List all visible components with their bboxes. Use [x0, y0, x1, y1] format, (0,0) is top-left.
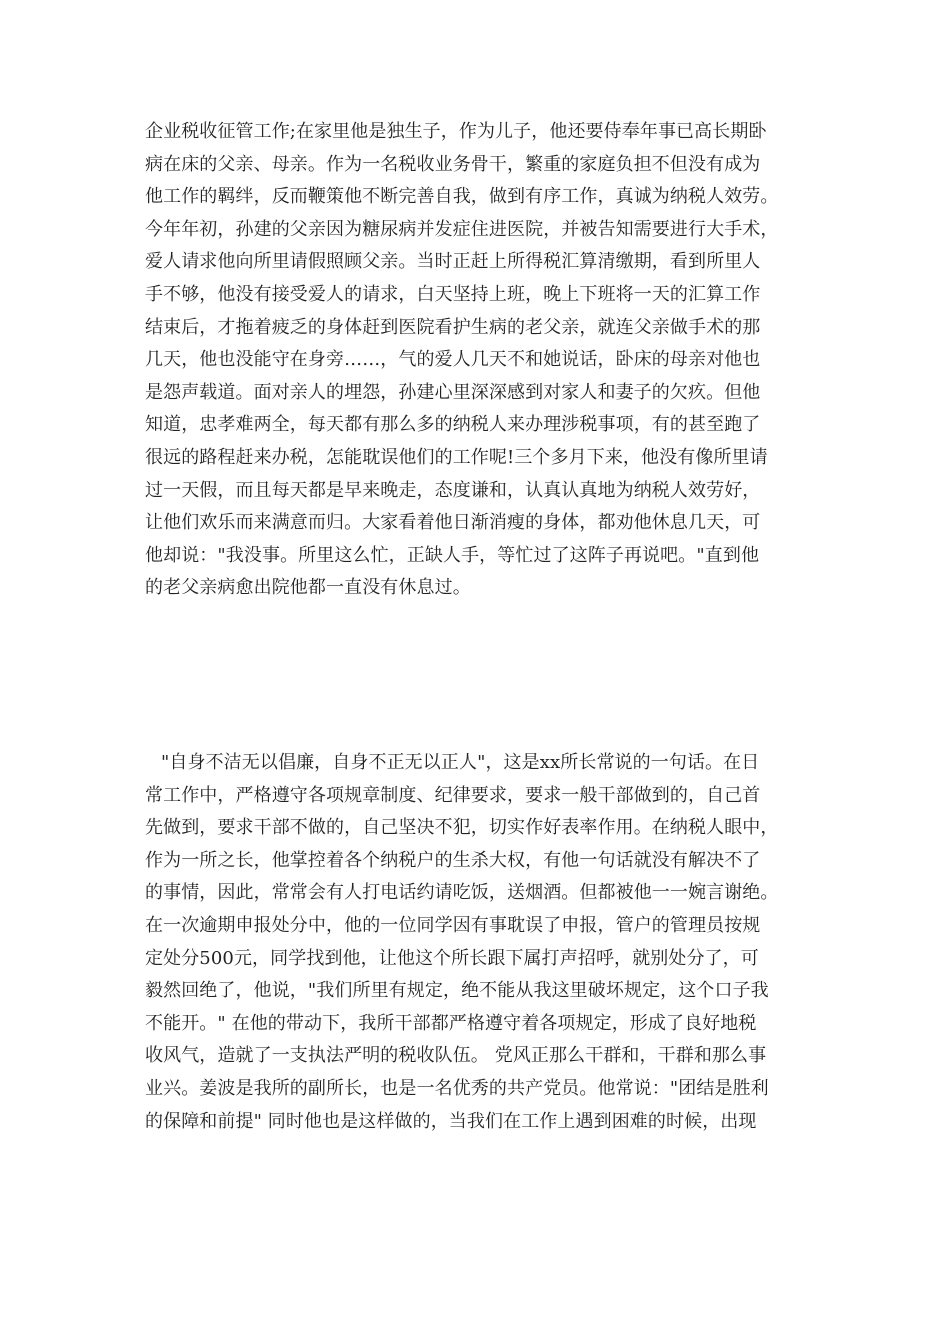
- text-line: 他工作的羁绊，反而鞭策他不断完善自我，做到有序工作，真诚为纳税人效劳。: [145, 186, 779, 208]
- text-line: 在一次逾期申报处分中，他的一位同学因有事耽误了申报，管户的管理员按规: [145, 914, 761, 936]
- text-line: 常工作中，严格遵守各项规章制度、纪律要求，要求一般干部做到的，自己首: [145, 784, 761, 806]
- paragraph-2: [145, 747, 811, 1138]
- text-line: "自身不洁无以倡廉，自身不正无以正人"，这是xx所长常说的一句话。在日: [161, 752, 760, 773]
- text-line: 病在床的父亲、母亲。作为一名税收业务骨干，繁重的家庭负担不但没有成为: [145, 153, 761, 175]
- text-line: 收风气，造就了一支执法严明的税收队伍。 党风正那么干群和，干群和那么事: [145, 1045, 767, 1067]
- text-line: 的事情，因此，常常会有人打电话约请吃饭，送烟酒。但都被他一一婉言谢绝。: [145, 882, 779, 904]
- text-line: 今年年初，孙建的父亲因为糖尿病并发症住进医院，并被告知需要进行大手术，: [145, 218, 779, 240]
- text-line: 让他们欢乐而来满意而归。大家看着他日渐消瘦的身体，都劝他休息几天，可: [145, 512, 761, 534]
- text-line: 的保障和前提" 同时他也是这样做的，当我们在工作上遇到困难的时候，出现: [145, 1110, 757, 1132]
- text-line: 结束后，才拖着疲乏的身体赶到医院看护生病的老父亲，就连父亲做手术的那: [145, 316, 761, 338]
- text-line: 知道，忠孝难两全，每天都有那么多的纳税人来办理涉税事项，有的甚至跑了: [145, 414, 761, 436]
- text-line: 的老父亲病愈出院他都一直没有休息过。: [145, 577, 471, 599]
- text-line: 几天，他也没能守在身旁……，气的爱人几天不和她说话，卧床的母亲对他也: [145, 349, 761, 371]
- text-line: 不能开。" 在他的带动下，我所干部都严格遵守着各项规定，形成了良好地税: [145, 1012, 757, 1034]
- text-line: 手不够，他没有接受爱人的请求，白天坚持上班，晚上下班将一天的汇算工作: [145, 283, 761, 305]
- text-line: 爱人请求他向所里请假照顾父亲。当时正赶上所得税汇算清缴期，看到所里人: [145, 251, 761, 273]
- text-line: 定处分500元，同学找到他，让他这个所长跟下属打声招呼，就别处分了，可: [145, 947, 759, 969]
- text-line: 过一天假，而且每天都是早来晚走，态度谦和，认真认真地为纳税人效劳好，: [145, 479, 761, 501]
- text-line: 很远的路程赶来办税，怎能耽误他们的工作呢!三个多月下来，他没有像所里请: [145, 446, 768, 468]
- text-line: 作为一所之长，他掌控着各个纳税户的生杀大权，有他一句话就没有解决不了: [145, 849, 761, 871]
- paragraph-1: [145, 116, 811, 605]
- text-line: 业兴。姜波是我所的副所长，也是一名优秀的共产党员。他常说："团结是胜利: [145, 1077, 769, 1099]
- text-line: 企业税收征管工作;在家里他是独生子，作为儿子，他还要侍奉年事已高长期卧: [145, 121, 767, 142]
- text-line: 毅然回绝了，他说，"我们所里有规定，绝不能从我这里破坏规定，这个口子我: [145, 980, 769, 1002]
- text-line: 他却说："我没事。所里这么忙，正缺人手，等忙过了这阵子再说吧。"直到他: [145, 544, 760, 566]
- text-line: 先做到，要求干部不做的，自己坚决不犯，切实作好表率作用。在纳税人眼中，: [145, 817, 779, 839]
- text-line: 是怨声载道。面对亲人的埋怨，孙建心里深深感到对家人和妻子的欠疚。但他: [145, 381, 761, 403]
